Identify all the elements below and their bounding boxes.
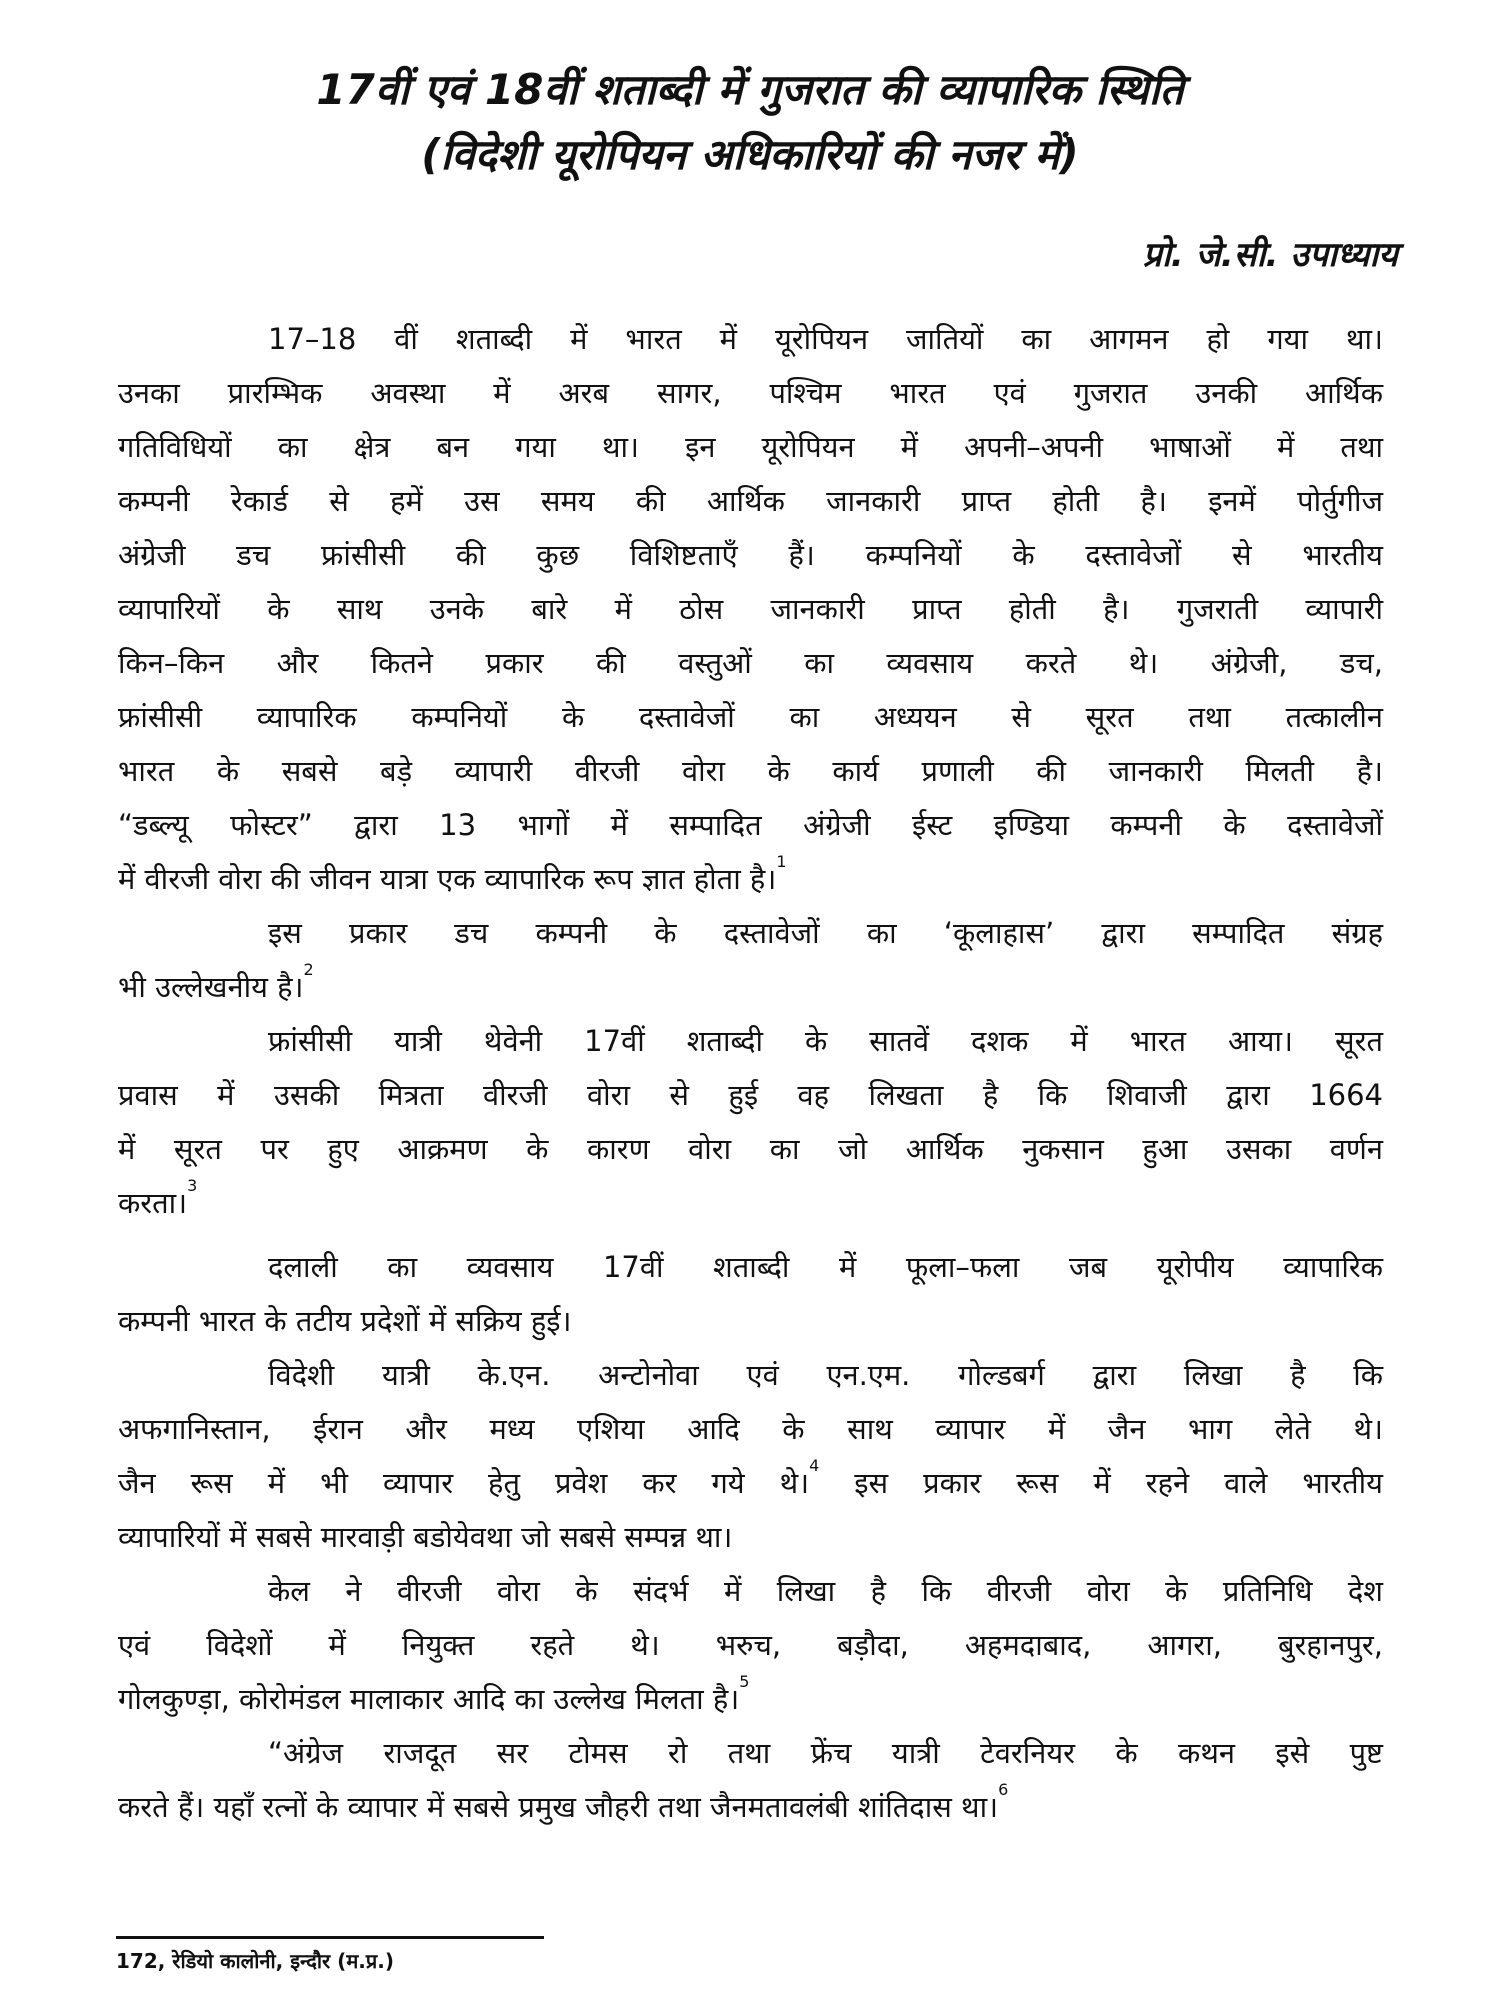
footnote-ref-3: 3 <box>187 1176 198 1195</box>
text-line: केल ने वीरजी वोरा के संदर्भ में लिखा है कि वीरजी वोरा के प्रतिनिधि देश <box>268 1574 1383 1608</box>
text-line: 17–18 वीं शताब्दी में भारत में यूरोपियन जातियों का आगमन हो गया था। <box>268 322 1383 356</box>
text-line: अंग्रेजी डच फ्रांसीसी की कुछ विशिष्टताएँ हैं। कम्पनियों के दस्तावेजों से भारतीय <box>118 538 1383 572</box>
text-line: व्यापारियों के साथ उनके बारे में ठोस जानकारी प्राप्त होती है। गुजराती व्यापारी <box>118 592 1383 626</box>
paragraph-3 <box>118 1014 1383 1230</box>
text-line <box>118 852 1383 906</box>
text-line: विदेशी यात्री के.एन. अन्टोनोवा एवं एन.एम. गोल्डबर्ग द्वारा लिखा है कि <box>268 1358 1383 1392</box>
text-line: प्रवास में उसकी मित्रता वीरजी वोरा से हुई वह लिखता है कि शिवाजी द्वारा 1664 <box>118 1078 1383 1112</box>
paragraph-7 <box>118 1726 1383 1834</box>
text-line: किन–किन और कितने प्रकार की वस्तुओं का व्यवसाय करते थे। अंग्रेजी, डच, <box>118 646 1383 680</box>
title-line-2: (विदेशी यूरोपियन अधिकारियों की नजर में) <box>421 130 1079 179</box>
text-segment: जैन रूस में भी व्यापार हेतु प्रवेश कर गये थे। <box>118 1466 810 1500</box>
text-line: उनका प्रारम्भिक अवस्था में अरब सागर, पश्चिम भारत एवं गुजरात उनकी आर्थिक <box>118 376 1383 410</box>
text-line: “डब्ल्यू फोस्टर” द्वारा 13 भागों में सम्पादित अंग्रेजी ईस्ट इण्डिया कम्पनी के दस्तावेजों <box>118 808 1383 842</box>
text-line: दलाली का व्यवसाय 17वीं शताब्दी में फूला–फला जब यूरोपीय व्यापारिक <box>268 1250 1383 1284</box>
footnote-divider <box>116 1936 544 1939</box>
text-line: गतिविधियों का क्षेत्र बन गया था। इन यूरोपियन में अपनी–अपनी भाषाओं में तथा <box>118 430 1383 464</box>
text-segment: भी उल्लेखनीय है। <box>118 970 304 1004</box>
title-line-1: 17वीं एवं 18वीं शताब्दी में गुजरात की व्यापारिक स्थिति <box>316 65 1184 114</box>
text-segment: करता। <box>118 1186 188 1220</box>
paragraph-1 <box>118 312 1383 906</box>
paragraph-6 <box>118 1564 1383 1726</box>
paragraph-2 <box>118 906 1383 1014</box>
text-segment: गोलकुण्ड़ा, कोरोमंडल मालाकार आदि का उल्लेख मिलता है। <box>118 1682 740 1716</box>
author-name: प्रो. जे.सी. उपाध्याय <box>1142 235 1398 275</box>
text-line: फ्रांसीसी व्यापारिक कम्पनियों के दस्तावेजों का अध्ययन से सूरत तथा तत्कालीन <box>118 700 1383 734</box>
text-line <box>118 1780 1383 1834</box>
text-line: फ्रांसीसी यात्री थेवेनी 17वीं शताब्दी के सातवें दशक में भारत आया। सूरत <box>268 1024 1383 1058</box>
paragraph-4 <box>118 1240 1383 1348</box>
footnote-ref-5: 5 <box>739 1672 750 1691</box>
text-segment: इस प्रकार रूस में रहने वाले भारतीय <box>819 1466 1383 1500</box>
paragraph-5 <box>118 1348 1383 1564</box>
text-line: व्यापारियों में सबसे मारवाड़ी बडोयेवथा जो सबसे सम्पन्न था। <box>118 1520 733 1554</box>
footnote-ref-4: 4 <box>809 1456 820 1475</box>
text-line <box>118 1672 1383 1726</box>
text-line <box>118 960 1383 1014</box>
text-line: कम्पनी भारत के तटीय प्रदेशों में सक्रिय हुई। <box>118 1304 572 1338</box>
text-line: में सूरत पर हुए आक्रमण के कारण वोरा का जो आर्थिक नुकसान हुआ उसका वर्णन <box>118 1132 1383 1166</box>
footnote-ref-2: 2 <box>303 960 314 979</box>
paragraph-gap <box>118 1230 1383 1240</box>
text-segment: में वीरजी वोरा की जीवन यात्रा एक व्यापारिक रूप ज्ञात होता है। <box>118 862 777 896</box>
footnote-ref-6: 6 <box>998 1780 1009 1799</box>
text-line: अफगानिस्तान, ईरान और मध्य एशिया आदि के साथ व्यापार में जैन भाग लेते थे। <box>118 1412 1383 1446</box>
text-segment: करते हैं। यहाँ रत्नों के व्यापार में सबसे प्रमुख जौहरी तथा जैनमतावलंबी शांतिदास था। <box>118 1790 999 1824</box>
text-line: इस प्रकार डच कम्पनी के दस्तावेजों का ‘कूलाहास’ द्वारा सम्पादित संग्रह <box>268 916 1383 950</box>
text-line <box>118 1176 1383 1230</box>
text-line: भारत के सबसे बड़े व्यापारी वीरजी वोरा के कार्य प्रणाली की जानकारी मिलती है। <box>118 754 1383 788</box>
text-line: कम्पनी रेकार्ड से हमें उस समय की आर्थिक जानकारी प्राप्त होती है। इनमें पोर्तुगीज <box>118 484 1383 518</box>
footnote-ref-1: 1 <box>776 852 787 871</box>
article-body <box>118 312 1383 1834</box>
text-line <box>118 1456 1383 1510</box>
footnote-address: 172, रेडियो कालोनी, इन्दौर (म.प्र.) <box>116 1949 394 1973</box>
text-line: एवं विदेशों में नियुक्त रहते थे। भरुच, बड़ौदा, अहमदाबाद, आगरा, बुरहानपुर, <box>118 1628 1383 1662</box>
text-line: “अंग्रेज राजदूत सर टोमस रो तथा फ्रेंच यात्री टेवरनियर के कथन इसे पुष्ट <box>268 1736 1383 1770</box>
